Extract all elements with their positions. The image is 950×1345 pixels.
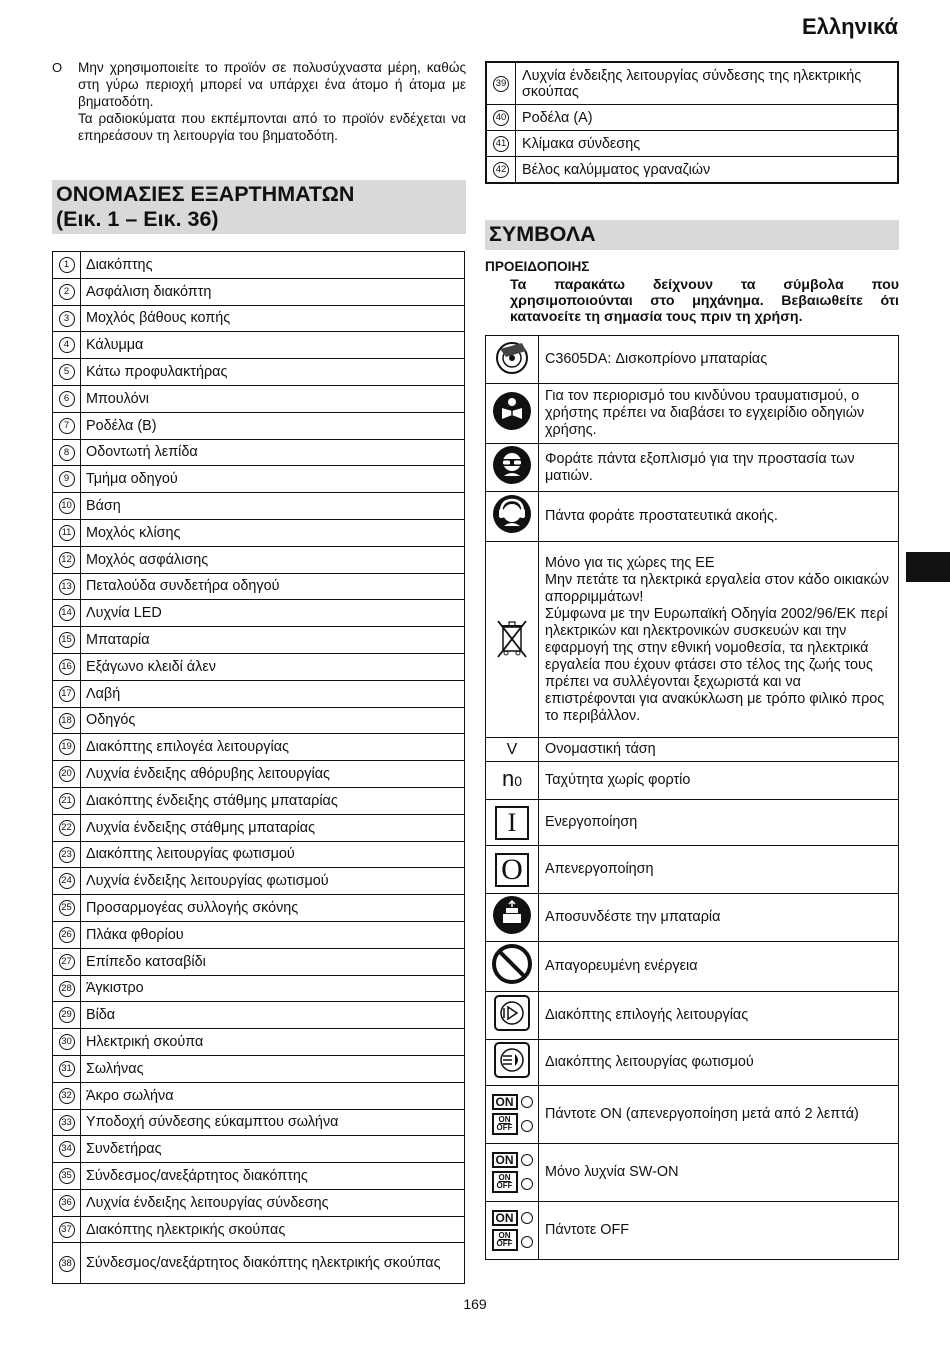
part-number [53, 761, 81, 788]
part-number [486, 131, 516, 157]
language-header: Ελληνικά [802, 14, 898, 39]
symbol-description: Απενεργοποίηση [539, 846, 899, 894]
parts-table-continued [485, 61, 899, 184]
part-number [53, 332, 81, 359]
symbol-description: Ονομαστική τάση [539, 738, 899, 762]
power-off-icon [495, 853, 529, 887]
part-row [53, 278, 465, 305]
parts-heading-line1: ΟΝΟΜΑΣΙΕΣ ΕΞΑΡΤΗΜΑΤΩΝ [56, 182, 355, 206]
part-row [486, 62, 898, 105]
intro-paragraph-2: Τα ραδιοκύματα που εκπέμπονται από το προϊόν ενδέχεται να επηρεάσουν τη λειτουργία του βηματοδότη. [78, 111, 466, 143]
symbol-row [486, 800, 899, 846]
part-name: Διακόπτης επιλογέα λειτουργίας [81, 734, 465, 761]
part-name: Βάση [81, 493, 465, 520]
circular-saw-icon [492, 337, 532, 382]
part-name: Πλάκα φθορίου [81, 921, 465, 948]
symbol-description: Ταχύτητα χωρίς φορτίο [539, 762, 899, 800]
part-number [486, 157, 516, 184]
part-number [53, 921, 81, 948]
symbol-row [486, 492, 899, 542]
part-name: Λυχνία ένδειξης λειτουργίας φωτισμού [81, 868, 465, 895]
part-name: Μοχλός ασφάλισης [81, 546, 465, 573]
part-number [53, 1243, 81, 1284]
part-row [53, 600, 465, 627]
part-number [53, 841, 81, 868]
part-number [53, 787, 81, 814]
part-row [53, 948, 465, 975]
part-number [53, 1216, 81, 1243]
part-number [53, 519, 81, 546]
symbol-cell [486, 444, 539, 492]
part-row [53, 1216, 465, 1243]
part-number-circle: 14 [59, 605, 75, 621]
part-number-circle: 19 [59, 739, 75, 755]
symbol-row [486, 1086, 899, 1144]
light-mode-icon [493, 1041, 531, 1084]
part-name: Σύνδεσμος/ανεξάρτητος διακόπτης [81, 1163, 465, 1190]
on-off-key [492, 1113, 518, 1135]
part-name: Άγκιστρο [81, 975, 465, 1002]
part-name: Λυχνία ένδειξης λειτουργίας σύνδεσης [81, 1189, 465, 1216]
part-number-circle: 17 [59, 686, 75, 702]
part-number-circle: 39 [493, 76, 509, 92]
symbol-cell [486, 384, 539, 444]
part-number [53, 895, 81, 922]
part-row [53, 493, 465, 520]
part-name: Βέλος καλύμματος γραναζιών [516, 157, 899, 184]
symbol-row [486, 894, 899, 942]
part-name: Λυχνία ένδειξης αθόρυβης λειτουργίας [81, 761, 465, 788]
part-number [53, 305, 81, 332]
symbol-cell [486, 1202, 539, 1260]
symbol-description: Πάντοτε OFF [539, 1202, 899, 1260]
symbol-row [486, 542, 899, 738]
part-number [53, 493, 81, 520]
part-number [53, 707, 81, 734]
part-row [53, 1029, 465, 1056]
symbol-description: Διακόπτης λειτουργίας φωτισμού [539, 1040, 899, 1086]
symbol-row [486, 738, 899, 762]
mode-select-icon [493, 994, 531, 1037]
part-row [53, 761, 465, 788]
part-number-circle: 23 [59, 847, 75, 863]
part-row [53, 573, 465, 600]
status-led [521, 1212, 533, 1224]
symbol-description: Φοράτε πάντα εξοπλισμό για την προστασία των ματιών. [539, 444, 899, 492]
intro-note [52, 59, 466, 144]
parts-table [52, 251, 465, 1284]
part-number [53, 546, 81, 573]
ear-protection-icon [492, 494, 532, 539]
part-row [53, 385, 465, 412]
symbol-row [486, 1202, 899, 1260]
part-number-circle: 38 [59, 1256, 75, 1272]
on-off-switch-icon [492, 1210, 533, 1251]
part-number-circle: 11 [59, 525, 75, 541]
warning-title: ΠΡΟΕΙΔΟΠΟΙΗΣ [485, 259, 590, 274]
part-number-circle: 28 [59, 981, 75, 997]
part-number-circle: 29 [59, 1007, 75, 1023]
part-row [53, 546, 465, 573]
part-row [53, 1082, 465, 1109]
part-row [53, 1109, 465, 1136]
symbol-cell [486, 1144, 539, 1202]
part-number [53, 600, 81, 627]
part-number [53, 627, 81, 654]
part-row [53, 252, 465, 279]
part-number-circle: 6 [59, 391, 75, 407]
part-row [53, 627, 465, 654]
part-name: Μπουλόνι [81, 385, 465, 412]
part-number-circle: 22 [59, 820, 75, 836]
part-number [53, 734, 81, 761]
symbols-section-heading: ΣΥΜΒΟΛΑ [485, 220, 899, 250]
on-off-switch-icon [492, 1094, 533, 1135]
on-label: ON [492, 1210, 518, 1226]
symbol-row [486, 992, 899, 1040]
part-row [53, 814, 465, 841]
symbol-row [486, 762, 899, 800]
symbol-cell [486, 738, 539, 762]
part-number [53, 1189, 81, 1216]
symbol-cell [486, 800, 539, 846]
part-number [53, 653, 81, 680]
part-number-circle: 35 [59, 1168, 75, 1184]
symbol-cell [486, 942, 539, 992]
part-number-circle: 4 [59, 337, 75, 353]
part-row [53, 1243, 465, 1284]
part-number-circle: 9 [59, 471, 75, 487]
part-row [486, 157, 898, 184]
no-load-speed-icon [502, 766, 522, 791]
part-number-circle: 26 [59, 927, 75, 943]
symbol-description: Πάντοτε ON (απενεργοποίηση μετά από 2 λεπτά) [539, 1086, 899, 1144]
part-number-circle: 10 [59, 498, 75, 514]
part-name: Λαβή [81, 680, 465, 707]
part-row [53, 921, 465, 948]
on-off-switch-icon [492, 1152, 533, 1193]
part-number-circle: 16 [59, 659, 75, 675]
part-number [53, 385, 81, 412]
status-led [521, 1154, 533, 1166]
part-name: Λυχνία LED [81, 600, 465, 627]
part-number-circle: 33 [59, 1115, 75, 1131]
part-number-circle: 30 [59, 1034, 75, 1050]
off-label-small: OFF [496, 1123, 513, 1132]
part-number-circle: 27 [59, 954, 75, 970]
part-row [486, 131, 898, 157]
part-number [53, 466, 81, 493]
section-tab-marker [906, 552, 950, 582]
symbol-description: Για τον περιορισμό του κινδύνου τραυματισμού, ο χρήστης πρέπει να διαβάσει το εγχειρίδιο οδηγιών χρήσης. [539, 384, 899, 444]
part-row [53, 841, 465, 868]
part-name: Οδοντωτή λεπίδα [81, 439, 465, 466]
power-symbol: O [501, 852, 523, 886]
on-label: ON [492, 1094, 518, 1110]
prohibited-icon [491, 943, 533, 990]
part-row [53, 707, 465, 734]
part-name: Άκρο σωλήνα [81, 1082, 465, 1109]
part-number [53, 359, 81, 386]
part-number [53, 680, 81, 707]
part-row [53, 305, 465, 332]
part-name: Διακόπτης λειτουργίας φωτισμού [81, 841, 465, 868]
part-number-circle: 7 [59, 418, 75, 434]
part-row [53, 1136, 465, 1163]
symbol-cell [486, 1086, 539, 1144]
power-symbol: I [507, 807, 517, 837]
part-name: Μοχλός βάθους κοπής [81, 305, 465, 332]
part-name: Σωλήνας [81, 1055, 465, 1082]
part-number-circle: 36 [59, 1195, 75, 1211]
part-name: Προσαρμογέας συλλογής σκόνης [81, 895, 465, 922]
voltage-icon: V [506, 740, 518, 758]
symbol-row [486, 942, 899, 992]
speed-subscript: 0 [514, 773, 523, 789]
part-number [53, 1002, 81, 1029]
symbol-cell [486, 492, 539, 542]
read-manual-icon [492, 391, 532, 436]
part-number [53, 975, 81, 1002]
crossed-bin-icon [492, 615, 532, 664]
part-number-circle: 12 [59, 552, 75, 568]
symbol-description: C3605DA: Δισκοπρίονο μπαταρίας [539, 336, 899, 384]
part-number [53, 1055, 81, 1082]
part-row [53, 332, 465, 359]
symbol-cell [486, 1040, 539, 1086]
part-name: Επίπεδο κατσαβίδι [81, 948, 465, 975]
symbol-description: Ενεργοποίηση [539, 800, 899, 846]
on-label-small: ON [498, 1173, 511, 1182]
off-label-small: OFF [496, 1181, 513, 1190]
symbol-description: Μόνο για τις χώρες της ΕΕ Μην πετάτε τα ηλεκτρικά εργαλεία στον κάδο οικιακών απορριμμάτων! Σύμφωνα με την Ευρωπαϊκή Οδηγία 2002/96/ΕΚ περί ηλεκτρικών και ηλεκτρονικών συσκευών και την εφαρμογή της στην εθνική νομοθεσία, τα ηλεκτρικά εργαλεία που έχουν φτάσει στο τέλος της ζωής τους πρέπει να συλλέγονται ξεχωριστά και να επιστρέφονται για ανακύκλωση με τρόπο φιλικό προς το περιβάλλον. [539, 542, 899, 738]
part-number [53, 1109, 81, 1136]
part-name: Υποδοχή σύνδεσης εύκαμπτου σωλήνα [81, 1109, 465, 1136]
part-number [53, 948, 81, 975]
part-name: Μοχλός κλίσης [81, 519, 465, 546]
symbol-cell [486, 992, 539, 1040]
part-name: Μπαταρία [81, 627, 465, 654]
symbol-description: Διακόπτης επιλογής λειτουργίας [539, 992, 899, 1040]
parts-section-heading [52, 180, 466, 234]
part-row [53, 734, 465, 761]
symbol-row [486, 444, 899, 492]
status-led [521, 1096, 533, 1108]
part-name: Λυχνία ένδειξης λειτουργίας σύνδεσης της ηλεκτρικής σκούπας [516, 62, 899, 105]
part-name: Τμήμα οδηγού [81, 466, 465, 493]
part-number-circle: 3 [59, 311, 75, 327]
page-number: 169 [463, 1296, 487, 1312]
part-number-circle: 40 [493, 110, 509, 126]
part-number-circle: 24 [59, 873, 75, 889]
part-name: Κάλυμμα [81, 332, 465, 359]
symbol-description: Απαγορευμένη ενέργεια [539, 942, 899, 992]
part-name: Διακόπτης ηλεκτρικής σκούπας [81, 1216, 465, 1243]
part-row [53, 787, 465, 814]
part-number-circle: 8 [59, 445, 75, 461]
intro-paragraph-1: Μην χρησιμοποιείτε το προϊόν σε πολυσύχναστα μέρη, καθώς στη γύρω περιοχή μπορεί να υπάρχει ένα άτομο ή άτομα με βηματοδότη. [78, 60, 466, 109]
part-number [53, 412, 81, 439]
part-name: Κάτω προφυλακτήρας [81, 359, 465, 386]
status-led [521, 1236, 533, 1248]
part-row [53, 653, 465, 680]
part-name: Ροδέλα (B) [81, 412, 465, 439]
part-number [53, 1029, 81, 1056]
part-number [486, 62, 516, 105]
part-row [53, 519, 465, 546]
symbol-row [486, 846, 899, 894]
on-label-small: ON [498, 1115, 511, 1124]
part-number-circle: 31 [59, 1061, 75, 1077]
symbol-description: Πάντα φοράτε προστατευτικά ακοής. [539, 492, 899, 542]
part-row [53, 466, 465, 493]
part-name: Βίδα [81, 1002, 465, 1029]
part-row [53, 1189, 465, 1216]
part-number-circle: 18 [59, 713, 75, 729]
status-led [521, 1178, 533, 1190]
part-row [53, 412, 465, 439]
bullet-marker: O [52, 60, 63, 75]
part-name: Ασφάλιση διακόπτη [81, 278, 465, 305]
part-number-circle: 20 [59, 766, 75, 782]
symbol-cell [486, 336, 539, 384]
part-name: Οδηγός [81, 707, 465, 734]
part-number [53, 1082, 81, 1109]
part-name: Εξάγωνο κλειδί άλεν [81, 653, 465, 680]
part-name: Σύνδεσμος/ανεξάρτητος διακόπτης ηλεκτρικής σκούπας [81, 1243, 465, 1284]
part-number [53, 439, 81, 466]
status-led [521, 1120, 533, 1132]
part-number-circle: 41 [493, 136, 509, 152]
part-row [53, 439, 465, 466]
on-label-small: ON [498, 1231, 511, 1240]
part-number [53, 1136, 81, 1163]
symbol-row [486, 1144, 899, 1202]
symbol-row [486, 336, 899, 384]
symbol-description: Μόνο λυχνία SW-ON [539, 1144, 899, 1202]
part-name: Διακόπτης ένδειξης στάθμης μπαταρίας [81, 787, 465, 814]
part-row [53, 975, 465, 1002]
off-label-small: OFF [496, 1239, 513, 1248]
part-number [53, 278, 81, 305]
part-number-circle: 1 [59, 257, 75, 273]
part-name: Πεταλούδα συνδετήρα οδηγού [81, 573, 465, 600]
part-number-circle: 37 [59, 1222, 75, 1238]
part-number [486, 105, 516, 131]
part-name: Λυχνία ένδειξης στάθμης μπαταρίας [81, 814, 465, 841]
part-number-circle: 42 [493, 162, 509, 178]
eye-protection-icon [492, 445, 532, 490]
part-number-circle: 15 [59, 632, 75, 648]
parts-heading-line2: (Εικ. 1 – Εικ. 36) [56, 207, 219, 231]
part-row [53, 868, 465, 895]
part-number [53, 1163, 81, 1190]
remove-battery-icon [492, 895, 532, 940]
part-number-circle: 21 [59, 793, 75, 809]
symbol-row [486, 384, 899, 444]
symbols-table [485, 335, 899, 1260]
on-off-key [492, 1229, 518, 1251]
on-label: ON [492, 1152, 518, 1168]
warning-text: Τα παρακάτω δείχνουν τα σύμβολα που χρησιμοποιούνται στο μηχάνημα. Βεβαιωθείτε ότι κατανοείτε τη σημασία τους πριν τη χρήση. [510, 277, 899, 325]
part-number-circle: 5 [59, 364, 75, 380]
part-number-circle: 2 [59, 284, 75, 300]
symbol-cell [486, 762, 539, 800]
symbol-cell [486, 542, 539, 738]
symbol-row [486, 1040, 899, 1086]
part-number [53, 252, 81, 279]
part-name: Ηλεκτρική σκούπα [81, 1029, 465, 1056]
part-number-circle: 25 [59, 900, 75, 916]
part-number-circle: 13 [59, 579, 75, 595]
part-row [53, 680, 465, 707]
part-row [53, 1002, 465, 1029]
symbol-cell [486, 846, 539, 894]
symbol-description: Αποσυνδέστε την μπαταρία [539, 894, 899, 942]
part-name: Συνδετήρας [81, 1136, 465, 1163]
symbol-cell [486, 894, 539, 942]
part-row [486, 105, 898, 131]
part-row [53, 895, 465, 922]
part-number [53, 868, 81, 895]
part-number-circle: 32 [59, 1088, 75, 1104]
part-name: Ροδέλα (A) [516, 105, 899, 131]
part-name: Διακόπτης [81, 252, 465, 279]
speed-symbol: n [501, 766, 515, 791]
part-number [53, 573, 81, 600]
on-off-key [492, 1171, 518, 1193]
part-number-circle: 34 [59, 1141, 75, 1157]
power-on-icon [495, 806, 529, 840]
part-row [53, 1055, 465, 1082]
part-row [53, 359, 465, 386]
part-name: Κλίμακα σύνδεσης [516, 131, 899, 157]
part-row [53, 1163, 465, 1190]
part-number [53, 814, 81, 841]
